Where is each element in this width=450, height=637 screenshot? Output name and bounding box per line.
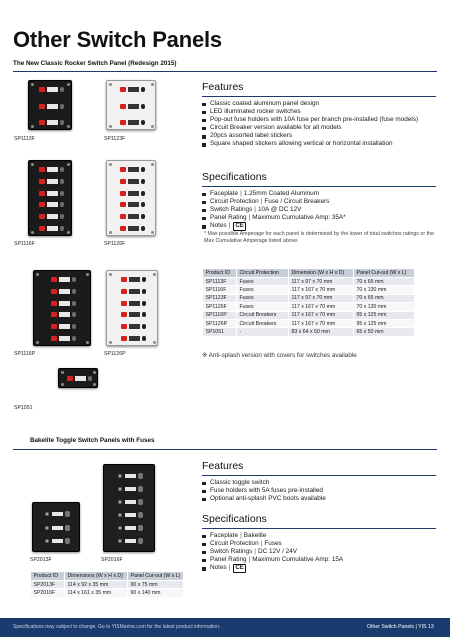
fuse-cap-icon (45, 539, 49, 543)
led-indicator-icon (51, 277, 57, 282)
spec-value: 1.25mm Coated Aluminum (243, 190, 320, 197)
table-cell: 90 x 75 mm (128, 581, 184, 589)
table-cell: Fuses (237, 294, 289, 302)
table-cell: Circuit Breakers (237, 311, 289, 319)
ce-mark-icon: CE (235, 565, 244, 572)
table-row (203, 311, 415, 319)
fuse-holder-icon (141, 226, 145, 231)
fuse-holder-icon (141, 179, 145, 184)
anti-splash-note: ※ Anti-splash version with covers for switches available (202, 352, 357, 359)
spec-name: Faceplate (210, 532, 239, 539)
table-header: Circuit Protection (237, 269, 289, 278)
feature-item: Square shaped stickers allowing vertical or horizontal installation (202, 140, 428, 148)
fuse-holder-icon (72, 289, 76, 294)
led-indicator-icon (120, 191, 126, 196)
table-header: Dimension (W x H x D) (289, 269, 354, 278)
table-cell: SP1116F (203, 286, 237, 294)
feature-item: Fuse holders with 5A fuses pre-installed (202, 487, 428, 495)
led-indicator-icon (39, 226, 45, 231)
screw-icon (31, 125, 34, 128)
screw-icon (61, 371, 64, 374)
features-list (202, 100, 428, 149)
screw-icon (36, 341, 39, 344)
screw-icon (86, 273, 89, 276)
fuse-holder-icon (60, 179, 64, 184)
fuse-holder-icon (72, 336, 76, 341)
led-indicator-icon (121, 289, 127, 294)
table-cell: SP1126P (203, 319, 237, 327)
table-cell: 114 x 92 x 35 mm (65, 581, 128, 589)
spec-item (202, 198, 432, 206)
fuse-holder-icon (142, 324, 146, 329)
screw-icon (31, 231, 34, 234)
specifications-heading: Specifications (202, 171, 267, 183)
screw-icon (151, 83, 154, 86)
screw-icon (67, 83, 70, 86)
spec-item (202, 556, 432, 564)
fuse-holder-icon (60, 104, 64, 109)
label-sticker (128, 167, 139, 172)
product-label: SP2013F (30, 557, 52, 563)
screw-icon (109, 231, 112, 234)
label-sticker (47, 214, 58, 219)
fuse-holder-icon (60, 87, 64, 92)
label-sticker (128, 214, 139, 219)
label-sticker (129, 277, 140, 282)
table-row (203, 278, 415, 286)
spec-value: DC 12V / 24V (257, 548, 298, 556)
product-label: SP1123F (104, 136, 126, 142)
label-sticker (47, 87, 58, 92)
screw-icon (31, 163, 34, 166)
fuse-holder-icon (88, 376, 92, 381)
fuse-holder-icon (142, 289, 146, 294)
spec-item (202, 222, 432, 231)
led-indicator-icon (51, 312, 57, 317)
table-header-row (31, 572, 184, 581)
toggle-lever-icon (138, 486, 143, 492)
feature-item: Classic coated aluminum panel design (202, 100, 428, 108)
table-cell: 95 x 125 mm (354, 311, 415, 319)
spec-item (202, 214, 432, 222)
spec-item (202, 206, 432, 214)
screw-icon (151, 231, 154, 234)
heading-rule (202, 528, 436, 529)
fuse-holder-icon (72, 312, 76, 317)
specs-footnote: * Max possible Amperage for each panel is determined by the lower of total switches ratings or the Max Cumulative Amperage listed above. (204, 231, 434, 244)
screw-icon (67, 125, 70, 128)
panel-image-sp1126p (106, 270, 158, 346)
table-header: Panel Cut-out (W x L) (128, 572, 184, 581)
spec-separator: | (260, 540, 263, 548)
table-cell: 70 x 130 mm (354, 286, 415, 294)
label-sticker (125, 513, 136, 517)
heading-rule (202, 186, 436, 187)
table-cell: SP2016F (31, 589, 65, 597)
product-label: SP1126F (104, 241, 126, 247)
label-sticker (52, 539, 63, 543)
feature-item: 20pcs assorted label stickers (202, 132, 428, 140)
led-indicator-icon (121, 312, 127, 317)
fuse-holder-icon (142, 301, 146, 306)
spec-name: Panel Rating (210, 214, 247, 222)
led-indicator-icon (121, 277, 127, 282)
fuse-holder-icon (72, 301, 76, 306)
screw-icon (67, 231, 70, 234)
label-sticker (129, 324, 140, 329)
led-indicator-icon (39, 202, 45, 207)
feature-item: Classic toggle switch (202, 479, 428, 487)
table-header-row (203, 269, 415, 278)
panel-image-sp1126f (106, 160, 156, 236)
screw-icon (109, 83, 112, 86)
table-cell: SP1123F (203, 294, 237, 302)
label-sticker (125, 539, 136, 543)
spec-separator: | (254, 206, 256, 214)
toggle-lever-icon (65, 525, 70, 531)
table-row (203, 294, 415, 302)
table-row (203, 319, 415, 327)
led-indicator-icon (39, 179, 45, 184)
spec-item (202, 548, 432, 556)
features-list (202, 479, 428, 503)
table-row (203, 328, 415, 336)
screw-icon (153, 341, 156, 344)
spec-separator: | (240, 190, 242, 197)
fuse-holder-icon (60, 167, 64, 172)
toggle-lever-icon (65, 538, 70, 544)
label-sticker (129, 312, 140, 317)
led-indicator-icon (67, 376, 73, 381)
label-sticker (128, 104, 139, 109)
label-sticker (128, 191, 139, 196)
fuse-holder-icon (142, 336, 146, 341)
screw-icon (151, 125, 154, 128)
spec-item (202, 190, 432, 198)
spec-separator: | (228, 564, 231, 572)
toggle-lever-icon (138, 512, 143, 518)
features-heading: Features (202, 460, 244, 472)
feature-item: Optional anti-splash PVC boots available (202, 495, 428, 503)
screw-icon (67, 163, 70, 166)
spec-name: Switch Ratings (210, 206, 253, 214)
heading-rule (202, 96, 436, 97)
led-indicator-icon (39, 120, 45, 125)
panel-image-sp1116f (28, 160, 72, 236)
screw-icon (93, 383, 96, 386)
spec-item (202, 532, 432, 540)
spec-name: Circuit Protection (210, 540, 259, 548)
led-indicator-icon (120, 179, 126, 184)
label-sticker (125, 474, 136, 478)
screw-icon (151, 163, 154, 166)
label-sticker (125, 487, 136, 491)
fuse-holder-icon (72, 324, 76, 329)
specifications-list (202, 532, 432, 573)
section-divider (13, 449, 437, 450)
toggle-lever-icon (138, 473, 143, 479)
label-sticker (47, 226, 58, 231)
table-cell: Circuit Breakers (237, 319, 289, 327)
label-sticker (47, 120, 58, 125)
led-indicator-icon (39, 167, 45, 172)
toggle-spec-table (30, 571, 184, 598)
screw-icon (61, 383, 64, 386)
table-cell: 70 x 65 mm (354, 278, 415, 286)
fuse-holder-icon (141, 191, 145, 196)
product-label: SP1126P (104, 351, 126, 357)
led-indicator-icon (120, 202, 126, 207)
table-cell: 65 x 50 mm (354, 328, 415, 336)
table-cell: 114 x 161 x 35 mm (65, 589, 128, 597)
label-sticker (59, 301, 70, 306)
screw-icon (86, 341, 89, 344)
led-indicator-icon (121, 301, 127, 306)
spec-name: Circuit Protection (210, 198, 259, 206)
label-sticker (128, 179, 139, 184)
screw-icon (93, 371, 96, 374)
led-indicator-icon (51, 289, 57, 294)
table-cell: 117 x 167 x 70 mm (289, 311, 354, 319)
specifications-list (202, 190, 432, 231)
fuse-holder-icon (142, 277, 146, 282)
table-header: Panel Cut-out (W x L) (354, 269, 415, 278)
led-indicator-icon (39, 104, 45, 109)
fuse-holder-icon (141, 120, 145, 125)
label-sticker (59, 277, 70, 282)
fuse-holder-icon (60, 120, 64, 125)
footer-page-ref: Other Switch Panels | YIS 13 (367, 624, 434, 630)
led-indicator-icon (120, 87, 126, 92)
label-sticker (128, 87, 139, 92)
section-divider (13, 71, 437, 72)
toggle-lever-icon (65, 511, 70, 517)
label-sticker (128, 120, 139, 125)
fuse-holder-icon (141, 104, 145, 109)
label-sticker (129, 289, 140, 294)
spec-value: Fuse / Circuit Breakers (264, 198, 330, 206)
spec-separator: | (248, 556, 251, 564)
label-sticker (129, 336, 140, 341)
spec-name: Faceplate (210, 190, 239, 197)
specifications-heading: Specifications (202, 513, 267, 525)
table-cell: SP1113F (203, 278, 237, 286)
label-sticker (128, 226, 139, 231)
table-cell: 70 x 130 mm (354, 303, 415, 311)
label-sticker (125, 526, 136, 530)
panel-image-sp2013f (32, 502, 80, 552)
table-cell: 117 x 167 x 70 mm (289, 286, 354, 294)
spec-separator: | (260, 198, 263, 206)
label-sticker (52, 512, 63, 516)
spec-separator: | (228, 222, 231, 230)
product-label: SP1113F (14, 136, 35, 142)
fuse-holder-icon (60, 226, 64, 231)
table-cell: 90 x 140 mm (128, 589, 184, 597)
product-label: SP2016F (101, 557, 123, 563)
label-sticker (59, 336, 70, 341)
table-row (203, 286, 415, 294)
feature-item: Pop-out fuse holders with 10A fuse per branch pre-installed (fuse models) (202, 116, 428, 124)
heading-rule (202, 475, 436, 476)
table-header: Product ID (203, 269, 237, 278)
table-header: Product ID (31, 572, 65, 581)
fuse-holder-icon (72, 277, 76, 282)
footer-disclaimer: Specifications may subject to change. Go to YISMarine.com for the latest product information. (13, 624, 221, 630)
table-cell: - (237, 328, 289, 336)
led-indicator-icon (39, 87, 45, 92)
features-heading: Features (202, 81, 244, 93)
feature-item: Circuit Breaker version available for all models (202, 124, 428, 132)
screw-icon (153, 273, 156, 276)
led-indicator-icon (121, 324, 127, 329)
label-sticker (128, 202, 139, 207)
rocker-section-subtitle: The New Classic Rocker Switch Panel (Redesign 2015) (13, 60, 177, 67)
ce-mark-icon: CE (235, 223, 244, 230)
table-cell: Fuses (237, 278, 289, 286)
label-sticker (47, 191, 58, 196)
rocker-spec-table (202, 268, 415, 337)
led-indicator-icon (39, 214, 45, 219)
spec-name: Panel Rating (210, 556, 247, 564)
led-indicator-icon (121, 336, 127, 341)
spec-separator: | (248, 214, 251, 222)
spec-value: 10A @ DC 12V (257, 206, 302, 214)
led-indicator-icon (51, 324, 57, 329)
fuse-holder-icon (141, 202, 145, 207)
spec-item (202, 564, 432, 573)
label-sticker (125, 500, 136, 504)
table-cell: 117 x 167 x 70 mm (289, 303, 354, 311)
label-sticker (59, 324, 70, 329)
label-sticker (47, 104, 58, 109)
screw-icon (109, 163, 112, 166)
fuse-cap-icon (118, 474, 122, 478)
screw-icon (109, 341, 112, 344)
panel-image-sp1116p (33, 270, 91, 346)
fuse-holder-icon (60, 202, 64, 207)
table-cell: 117 x 97 x 70 mm (289, 294, 354, 302)
table-cell: SP1126F (203, 303, 237, 311)
fuse-holder-icon (60, 214, 64, 219)
table-cell: SP2013F (31, 581, 65, 589)
fuse-cap-icon (45, 512, 49, 516)
panel-image-sp1113f (28, 80, 72, 130)
led-indicator-icon (120, 167, 126, 172)
led-indicator-icon (120, 214, 126, 219)
fuse-cap-icon (118, 513, 122, 517)
toggle-lever-icon (138, 525, 143, 531)
table-row (31, 581, 184, 589)
table-cell: 70 x 65 mm (354, 294, 415, 302)
label-sticker (52, 526, 63, 530)
product-label: SP1051 (14, 405, 33, 411)
table-cell: 95 x 125 mm (354, 319, 415, 327)
fuse-holder-icon (141, 167, 145, 172)
panel-image-sp1123f (106, 80, 156, 130)
toggle-lever-icon (138, 538, 143, 544)
panel-image-sp1051 (58, 368, 98, 388)
label-sticker (129, 301, 140, 306)
screw-icon (36, 273, 39, 276)
fuse-cap-icon (118, 539, 122, 543)
label-sticker (47, 202, 58, 207)
fuse-holder-icon (141, 214, 145, 219)
spec-value: Fuses (264, 540, 282, 548)
fuse-cap-icon (118, 487, 122, 491)
screw-icon (109, 125, 112, 128)
spec-name: Switch Ratings (210, 548, 253, 556)
spec-item (202, 540, 432, 548)
feature-item: LED illuminated rocker switches (202, 108, 428, 116)
table-cell: SP1116P (203, 311, 237, 319)
label-sticker (75, 376, 86, 381)
fuse-holder-icon (141, 87, 145, 92)
spec-value: Bakelite (243, 532, 267, 539)
table-row (203, 303, 415, 311)
spec-value: Maximum Cumulative Amp: 15A (252, 556, 344, 564)
screw-icon (31, 83, 34, 86)
label-sticker (47, 179, 58, 184)
fuse-cap-icon (118, 526, 122, 530)
table-cell: Fuses (237, 303, 289, 311)
fuse-holder-icon (142, 312, 146, 317)
label-sticker (59, 312, 70, 317)
fuse-cap-icon (118, 500, 122, 504)
table-row (31, 589, 184, 597)
spec-separator: | (240, 532, 242, 539)
product-label: SP1116P (14, 351, 36, 357)
led-indicator-icon (120, 104, 126, 109)
panel-image-sp2016f (103, 464, 155, 552)
led-indicator-icon (120, 120, 126, 125)
table-cell: Fuses (237, 286, 289, 294)
spec-value: Maximum Cumulative Amp: 35A* (252, 214, 346, 222)
led-indicator-icon (51, 336, 57, 341)
table-cell: 117 x 167 x 70 mm (289, 319, 354, 327)
fuse-holder-icon (60, 191, 64, 196)
label-sticker (59, 289, 70, 294)
label-sticker (47, 167, 58, 172)
product-label: SP1116F (14, 241, 35, 247)
table-cell: 83 x 64 x 50 mm (289, 328, 354, 336)
table-cell: SP1051 (203, 328, 237, 336)
table-cell: 117 x 97 x 70 mm (289, 278, 354, 286)
led-indicator-icon (51, 301, 57, 306)
spec-separator: | (254, 548, 256, 556)
led-indicator-icon (120, 226, 126, 231)
toggle-lever-icon (138, 499, 143, 505)
page-title: Other Switch Panels (13, 27, 222, 52)
fuse-cap-icon (45, 526, 49, 530)
table-header: Dimensions (W x H x D) (65, 572, 128, 581)
spec-name: Notes (210, 564, 227, 572)
screw-icon (109, 273, 112, 276)
led-indicator-icon (39, 191, 45, 196)
spec-name: Notes (210, 222, 227, 230)
toggle-section-subtitle: Bakelite Toggle Switch Panels with Fuses (30, 437, 155, 444)
